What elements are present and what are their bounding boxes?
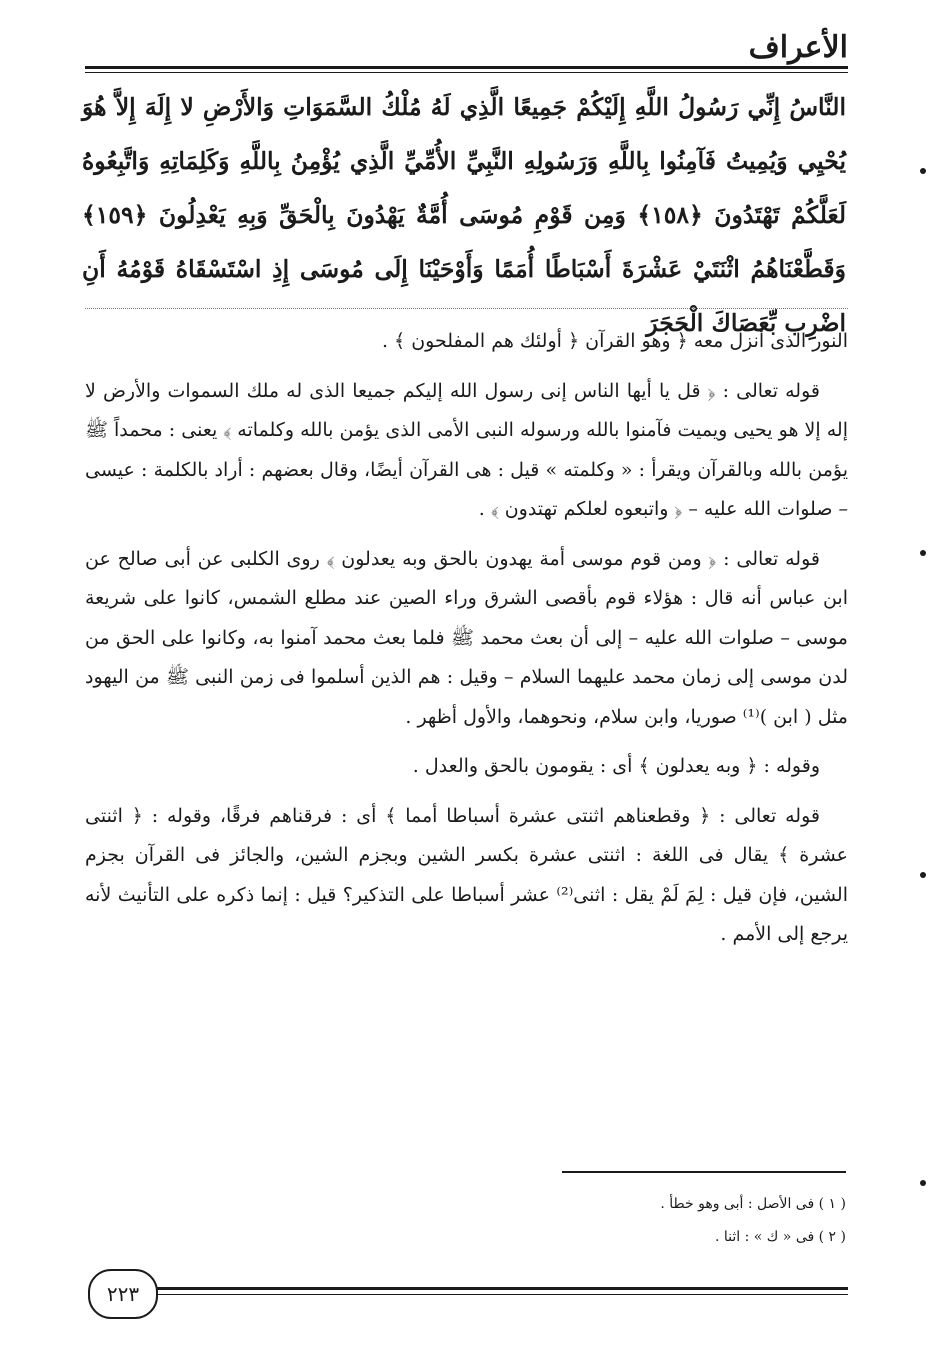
binding-hole-mark (920, 872, 926, 878)
footnote-rule (562, 1171, 846, 1173)
footnote-2: ( ٢ ) فى « ك » : اثنا . (715, 1229, 846, 1245)
footnote-1: ( ١ ) فى الأصل : أبى وهو خطأ . (660, 1196, 846, 1212)
footer-rule-thin (140, 1294, 848, 1295)
binding-hole-mark (920, 1180, 926, 1186)
footnotes (660, 1188, 846, 1254)
commentary-paragraph: قوله تعالى : ﴿ ومن قوم موسى أمة يهدون بالحق وبه يعدلون ﴾ روى الكلبى عن أبى صالح عن ابن عباس أنه قال : هؤلاء قوم بأقصى الشرق وراء الصين عند مطلع الشمس، كانوا على شريعة موسى – صلوات الله عليه – إلى أن بعث محمد ﷺ فلما بعث محمد آمنوا به، وكانوا على الحق من لدن موسى إلى زمان محمد عليهما السلام – وقيل : هم الذين أسلموا فى زمن النبى ﷺ من اليهود مثل ( ابن )⁽¹⁾ صوريا، وابن سلام، ونحوهما، والأول أظهر . (85, 547, 848, 728)
surah-header-title: الأعراف (748, 30, 848, 65)
commentary-paragraph: قوله تعالى : ﴿ قل يا أيها الناس إنى رسول الله إليكم جميعا الذى له ملك السموات والأرض لا إله إلا هو يحيى ويميت فآمنوا بالله ورسوله النبى الأمى الذى يؤمن بالله وكلماته ﴾ يعنى : محمداً ﷺ يؤمن بالله وبالقرآن ويقرأ : « وكلمته » قيل : هى القرآن أيضًا، وقال بعضهم : أراد بالكلمة : عيسى – صلوات الله عليه – ﴿ واتبعوه لعلكم تهتدون ﴾ . (85, 379, 848, 520)
binding-hole-mark (920, 168, 926, 174)
quran-verses: النَّاسُ إِنِّي رَسُولُ اللَّهِ إِلَيْكُمْ جَمِيعًا الَّذِي لَهُ مُلْكُ السَّمَوَاتِ وَالأَرْضِ لا إِلَهَ إِلاَّ هُوَ يُحْيِي وَيُمِيتُ فَآمِنُوا بِاللَّهِ وَرَسُولِهِ النَّبِيِّ الأُمِّيِّ الَّذِي يُؤْمِنُ بِاللَّهِ وَكَلِمَاتِهِ وَاتَّبِعُوهُ لَعَلَّكُمْ تَهْتَدُونَ ﴿١٥٨﴾ وَمِن قَوْمِ مُوسَى أُمَّةٌ يَهْدُونَ بِالْحَقِّ وَبِهِ يَعْدِلُونَ ﴿١٥٩﴾ وَقَطَّعْنَاهُمُ اثْنَتَيْ عَشْرَةَ أَسْبَاطًا أُمَمًا وَأَوْحَيْنَا إِلَى مُوسَى إِذِ اسْتَسْقَاهُ قَوْمُهُ أَنِ اضْرِب بِّعَصَاكَ الْحَجَرَ (82, 93, 846, 337)
commentary-paragraph: قوله تعالى : ﴿ وقطعناهم اثنتى عشرة أسباطا أمما ﴾ أى : فرقناهم فرقًا، وقوله : ﴿ اثنتى عشرة ﴾ يقال فى اللغة : اثنتى عشرة بكسر الشين وبجزم الشين، والجائز فى القرآن بجزم الشين، فإن قيل : لِمَ لَمْ يقل : اثنى⁽²⁾ عشر أسباطا على التذكير؟ قيل : إنما ذكره على التأنيث لأنه يرجع إلى الأمم . (85, 804, 848, 945)
page-number: ٢٢٣ (88, 1269, 158, 1319)
commentary-paragraph: النور الذى أنزل معه ﴿ وهو القرآن ﴿ أولئك هم المفلحون ﴾ . (381, 330, 848, 352)
section-divider (85, 308, 848, 309)
commentary-paragraph: وقوله : ﴿ وبه يعدلون ﴾ أى : يقومون بالحق والعدل . (412, 755, 820, 777)
footer-rule (140, 1287, 848, 1290)
header-rule-thin (85, 72, 848, 73)
binding-hole-mark (920, 550, 926, 556)
header-rule (85, 66, 848, 69)
commentary (85, 322, 848, 965)
